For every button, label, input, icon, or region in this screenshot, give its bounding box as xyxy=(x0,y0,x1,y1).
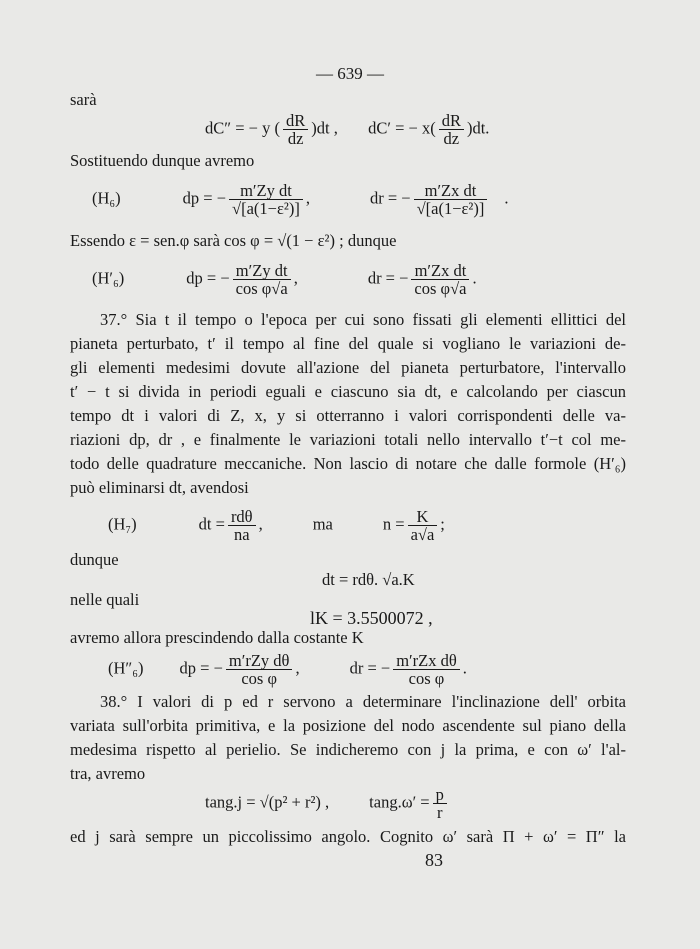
numerator: m′Zy dt xyxy=(240,181,292,200)
eq-part: . xyxy=(472,268,477,288)
eq-part: dp = − xyxy=(182,188,227,208)
eq-part: . xyxy=(504,188,509,208)
denominator: dz xyxy=(439,129,464,147)
eq-part: , xyxy=(293,268,298,288)
paragraph-37-line: 37.° Sia t il tempo o l'epoca per cui sono fissati gli elementi ellittici del xyxy=(100,310,626,329)
fraction xyxy=(393,652,460,687)
equation-dC xyxy=(205,112,489,147)
eq-part: )dt , xyxy=(311,118,338,138)
page-number: — 639 — xyxy=(316,64,384,83)
numerator: m′Zx dt xyxy=(424,181,477,200)
eq-label: (H₇) xyxy=(108,514,137,534)
denominator: √[a(1−ε²)] xyxy=(229,199,303,217)
paragraph-37-line: t′ − t si divida in periodi eguali e ciascuno sia dt, e calcolando per ciascun xyxy=(70,382,626,401)
text-sara: sarà xyxy=(70,90,97,109)
text-essendo: Essendo ε = sen.φ sarà cos φ = √(1 − ε²) ; dunque xyxy=(70,231,397,250)
numerator: dR xyxy=(441,111,461,130)
eq-part: tang.ω′ = xyxy=(369,792,430,812)
denominator: cos φ xyxy=(393,669,460,687)
fraction xyxy=(439,112,464,147)
eq-part: ma xyxy=(312,514,333,534)
paragraph-37-line: gli elementi medesimi dovute all'azione del pianeta perturbatore, l'intervallo xyxy=(70,358,626,377)
equation-tang xyxy=(205,786,450,821)
fraction xyxy=(408,508,438,543)
text-avremo-allora: avremo allora prescindendo dalla costante K xyxy=(70,628,364,647)
fraction xyxy=(228,508,256,543)
numerator: dR xyxy=(285,111,306,130)
numerator: m′rZx dθ xyxy=(396,651,457,670)
equation-H-double-prime-6 xyxy=(108,652,467,687)
paragraph-38-line: 38.° I valori di p ed r servono a determinare l'inclinazione dell' orbita xyxy=(100,692,626,711)
paragraph-38-line: medesima rispetto al perielio. Se indicheremo con j la prima, e con ω′ l'al- xyxy=(70,740,626,759)
eq-part: ; xyxy=(440,514,445,534)
eq-label: (H₆) xyxy=(92,188,121,208)
eq-part: dr = − xyxy=(369,188,411,208)
paragraph-37-line: pianeta perturbato, t′ il tempo al fine del quale si vogliano le variazioni de- xyxy=(70,334,626,353)
numerator: m′Zy dt xyxy=(235,261,288,280)
equation-lK: lK = 3.5500072 , xyxy=(310,608,433,628)
denominator: a√a xyxy=(408,525,438,543)
eq-part: , xyxy=(258,514,263,534)
eq-part: dC″ = − y ( xyxy=(205,118,280,138)
eq-part: )dt. xyxy=(466,118,490,138)
paragraph-38-line: tra, avremo xyxy=(70,764,146,783)
denominator: cos φ xyxy=(226,669,293,687)
eq-label: (H″₆) xyxy=(108,658,144,678)
eq-part: dC′ = − x( xyxy=(368,118,436,138)
denominator: cos φ√a xyxy=(411,279,469,297)
fraction xyxy=(283,112,308,147)
numerator: m′rZy dθ xyxy=(228,651,290,670)
signature-mark: 83 xyxy=(425,850,443,870)
eq-part: n = xyxy=(382,514,405,534)
eq-part: . xyxy=(462,658,467,678)
fraction xyxy=(414,182,488,217)
equation-H-prime-6 xyxy=(92,262,477,297)
fraction xyxy=(233,262,291,297)
eq-part: dp = − xyxy=(179,658,223,678)
numerator: p xyxy=(435,785,444,804)
paragraph-38-line: variata sull'orbita primitiva, e la posizione del nodo ascendente sul piano della xyxy=(70,716,626,735)
eq-part: dt = xyxy=(198,514,225,534)
numerator: rdθ xyxy=(230,507,253,526)
fraction xyxy=(229,182,303,217)
equation-H7 xyxy=(108,508,445,543)
fraction xyxy=(433,786,447,821)
eq-part: , xyxy=(295,658,300,678)
paragraph-37-line: todo delle quadrature meccaniche. Non lascio di notare che dalle formole (H′₆) xyxy=(70,454,626,473)
equation-dt: dt = rdθ. √a.K xyxy=(322,570,415,589)
eq-label: (H′₆) xyxy=(92,268,125,288)
paragraph-37-line: tempo dt i valori di Z, x, y si otterranno i valori corrispondenti delle va- xyxy=(70,406,626,425)
paragraph-37-line: può eliminarsi dt, avendosi xyxy=(70,478,249,497)
numerator: K xyxy=(416,507,429,526)
text-sostituendo: Sostituendo dunque avremo xyxy=(70,151,255,170)
numerator: m′Zx dt xyxy=(414,261,467,280)
text-dunque: dunque xyxy=(70,550,119,569)
denominator: na xyxy=(228,525,256,543)
eq-part: dr = − xyxy=(367,268,409,288)
denominator: √[a(1−ε²)] xyxy=(414,199,488,217)
denominator: cos φ√a xyxy=(233,279,291,297)
equation-H6 xyxy=(92,182,509,217)
fraction xyxy=(411,262,469,297)
eq-part: dp = − xyxy=(186,268,230,288)
denominator: r xyxy=(433,803,447,821)
last-line: ed j sarà sempre un piccolissimo angolo. Cognito ω′ sarà Π + ω′ = Π″ la xyxy=(70,827,626,846)
eq-part: , xyxy=(305,188,310,208)
fraction xyxy=(226,652,293,687)
paragraph-37-line: riazioni dp, dr , e finalmente le variazioni totali nello intervallo t′−t col me- xyxy=(70,430,626,449)
eq-part: tang.j = √(p² + r²) , xyxy=(205,792,330,812)
denominator: dz xyxy=(283,129,308,147)
eq-part: dr = − xyxy=(349,658,391,678)
text-nelle-quali: nelle quali xyxy=(70,590,140,609)
